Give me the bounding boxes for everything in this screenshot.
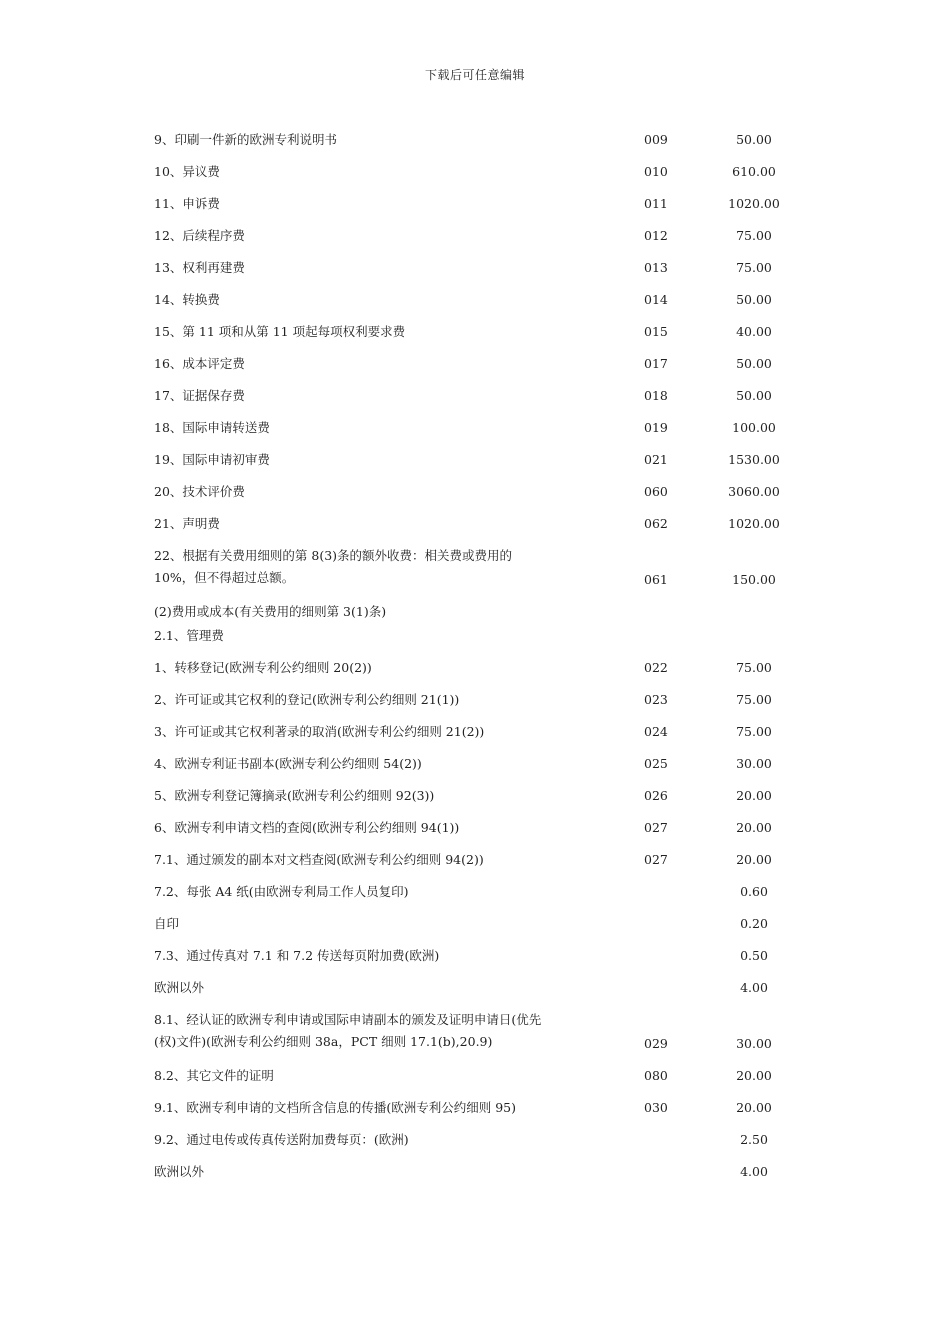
fee-item-label-line: 14、转换费 [154,292,220,307]
fee-code: 014 [644,292,668,307]
fee-row [154,689,794,721]
fee-code: 017 [644,356,668,371]
fee-row [154,625,794,657]
fee-row [154,881,794,913]
fee-code: 026 [644,788,668,803]
fee-item-label [154,225,624,247]
fee-item-label [154,1129,624,1151]
fee-item-label [154,321,624,343]
fee-item-label [154,353,624,375]
fee-row [154,785,794,817]
fee-row [154,753,794,785]
fee-amount: 20.00 [736,1100,772,1115]
fee-item-label [154,913,624,935]
fee-item-label [154,721,624,743]
fee-code: 021 [644,452,668,467]
fee-code: 029 [644,1036,668,1051]
fee-item-label [154,849,624,871]
fee-row [154,945,794,977]
fee-item-label-line: 10、异议费 [154,164,220,179]
fee-item-label-line: 10%，但不得超过总额。 [154,570,295,585]
fee-row [154,193,794,225]
fee-item-label-line: 9.1、欧洲专利申请的文档所含信息的传播(欧洲专利公约细则 95) [154,1100,517,1115]
fee-code: 019 [644,420,668,435]
fee-amount: 75.00 [736,724,772,739]
fee-amount: 1020.00 [728,516,780,531]
fee-row [154,977,794,1009]
fee-item-label-line: 1、转移登记(欧洲专利公约细则 20(2)) [154,660,372,675]
fee-amount: 4.00 [740,1164,768,1179]
fee-code: 061 [644,572,668,587]
fee-row [154,913,794,945]
fee-code: 060 [644,484,668,499]
fee-code: 018 [644,388,668,403]
fee-amount: 150.00 [732,572,776,587]
fee-row [154,257,794,289]
fee-code: 030 [644,1100,668,1115]
fee-amount: 20.00 [736,820,772,835]
fee-amount: 50.00 [736,388,772,403]
fee-code: 011 [644,196,668,211]
fee-row [154,721,794,753]
fee-amount: 4.00 [740,980,768,995]
fee-code: 022 [644,660,668,675]
fee-amount: 0.60 [740,884,768,899]
fee-amount: 2.50 [740,1132,768,1147]
fee-item-label [154,1097,624,1119]
fee-amount: 75.00 [736,228,772,243]
fee-item-label-line: 欧洲以外 [154,980,205,995]
fee-item-label-line: 15、第 11 项和从第 11 项起每项权利要求费 [154,324,406,339]
fee-item-label [154,193,624,215]
fee-row [154,161,794,193]
fee-amount: 20.00 [736,1068,772,1083]
fee-code: 015 [644,324,668,339]
fee-item-label-line: 11、申诉费 [154,196,220,211]
fee-amount: 100.00 [732,420,776,435]
fee-item-label [154,513,624,535]
fee-row [154,449,794,481]
fee-row [154,1161,794,1193]
fee-amount: 20.00 [736,852,772,867]
fee-item-label-line: 22、根据有关费用细则的第 8(3)条的额外收费：相关费或费用的 [154,548,513,563]
fee-item-label-line: 4、欧洲专利证书副本(欧洲专利公约细则 54(2)) [154,756,422,771]
fee-amount: 50.00 [736,356,772,371]
fee-item-label-line: 欧洲以外 [154,1164,205,1179]
fee-amount: 50.00 [736,292,772,307]
fee-row [154,545,794,601]
fee-item-label-line: 自印 [154,916,180,931]
fee-item-label [154,625,624,647]
fee-amount: 20.00 [736,788,772,803]
fee-code: 023 [644,692,668,707]
fee-item-label [154,657,624,679]
fee-row [154,1065,794,1097]
fee-row [154,601,794,625]
fee-code: 009 [644,132,668,147]
fee-item-label [154,1161,624,1183]
fee-item-label [154,785,624,807]
fee-item-label-line: 19、国际申请初审费 [154,452,270,467]
fee-code: 062 [644,516,668,531]
fee-item-label-line: 3、许可证或其它权利著录的取消(欧洲专利公约细则 21(2)) [154,724,485,739]
fee-row [154,225,794,257]
fee-item-label [154,1009,624,1053]
fee-amount: 0.50 [740,948,768,963]
fee-item-label [154,417,624,439]
fee-code: 080 [644,1068,668,1083]
fee-item-label [154,689,624,711]
fee-code: 025 [644,756,668,771]
fee-item-label-line: 12、后续程序费 [154,228,245,243]
fee-item-label [154,977,624,999]
fee-amount: 75.00 [736,260,772,275]
fee-item-label-line: 6、欧洲专利申请文档的查阅(欧洲专利公约细则 94(1)) [154,820,460,835]
fee-amount: 0.20 [740,916,768,931]
fee-row [154,289,794,321]
fee-row [154,513,794,545]
fee-item-label-line: 7.3、通过传真对 7.1 和 7.2 传送每页附加费(欧洲) [154,948,440,963]
fee-item-label-line: 9、印刷一件新的欧洲专利说明书 [154,132,337,147]
fee-code: 027 [644,852,668,867]
fee-item-label [154,817,624,839]
fee-code: 012 [644,228,668,243]
fee-code: 024 [644,724,668,739]
fee-item-label [154,545,624,589]
fee-row [154,849,794,881]
fee-amount: 1020.00 [728,196,780,211]
fee-item-label-line: 21、声明费 [154,516,220,531]
fee-code: 027 [644,820,668,835]
fee-row [154,1129,794,1161]
fee-row [154,129,794,161]
fee-item-label-line: 16、成本评定费 [154,356,245,371]
fee-code: 010 [644,164,668,179]
fee-item-label-line: 13、权利再建费 [154,260,245,275]
fee-item-label-line: (权)文件)(欧洲专利公约细则 38a，PCT 细则 17.1(b),20.9) [154,1034,493,1049]
fee-item-label-line: 8.2、其它文件的证明 [154,1068,274,1083]
fee-row [154,817,794,849]
fee-item-label-line: 7.2、每张 A4 纸(由欧洲专利局工作人员复印) [154,884,409,899]
fee-item-label-line: 5、欧洲专利登记簿摘录(欧洲专利公约细则 92(3)) [154,788,435,803]
fee-item-label-line: 17、证据保存费 [154,388,245,403]
fee-item-label [154,289,624,311]
page-header: 下载后可任意编辑 [424,68,525,82]
fee-item-label-line: 7.1、通过颁发的副本对文档查阅(欧洲专利公约细则 94(2)) [154,852,484,867]
fee-amount: 30.00 [736,1036,772,1051]
fee-row [154,657,794,689]
fee-amount: 3060.00 [728,484,780,499]
fee-amount: 1530.00 [728,452,780,467]
fee-item-label [154,881,624,903]
fee-row [154,417,794,449]
fee-item-label [154,1065,624,1087]
fee-row [154,385,794,417]
fee-amount: 40.00 [736,324,772,339]
fee-item-label [154,449,624,471]
fee-row [154,1097,794,1129]
fee-row [154,321,794,353]
fee-item-label [154,481,624,503]
fee-item-label [154,161,624,183]
fee-item-label-line: 2、许可证或其它权利的登记(欧洲专利公约细则 21(1)) [154,692,460,707]
fee-item-label [154,385,624,407]
fee-row [154,353,794,385]
fee-item-label [154,753,624,775]
fee-item-label-line: 2.1、管理费 [154,628,224,643]
fee-item-label [154,945,624,967]
fee-item-label-line: 18、国际申请转送费 [154,420,270,435]
fee-amount: 50.00 [736,132,772,147]
fee-item-label-line: 20、技术评价费 [154,484,245,499]
fee-item-label [154,129,624,151]
fee-item-label-line: 8.1、经认证的欧洲专利申请或国际申请副本的颁发及证明申请日(优先 [154,1012,542,1027]
fee-item-label-line: 9.2、通过电传或传真传送附加费每页：(欧洲) [154,1132,409,1147]
fee-amount: 610.00 [732,164,776,179]
fee-item-label [154,257,624,279]
fee-amount: 30.00 [736,756,772,771]
fee-item-label [154,601,624,623]
fee-item-label-line: (2)费用或成本(有关费用的细则第 3(1)条) [154,604,387,619]
fee-table [154,129,794,1193]
fee-amount: 75.00 [736,692,772,707]
fee-row [154,481,794,513]
fee-row [154,1009,794,1065]
fee-code: 013 [644,260,668,275]
fee-amount: 75.00 [736,660,772,675]
